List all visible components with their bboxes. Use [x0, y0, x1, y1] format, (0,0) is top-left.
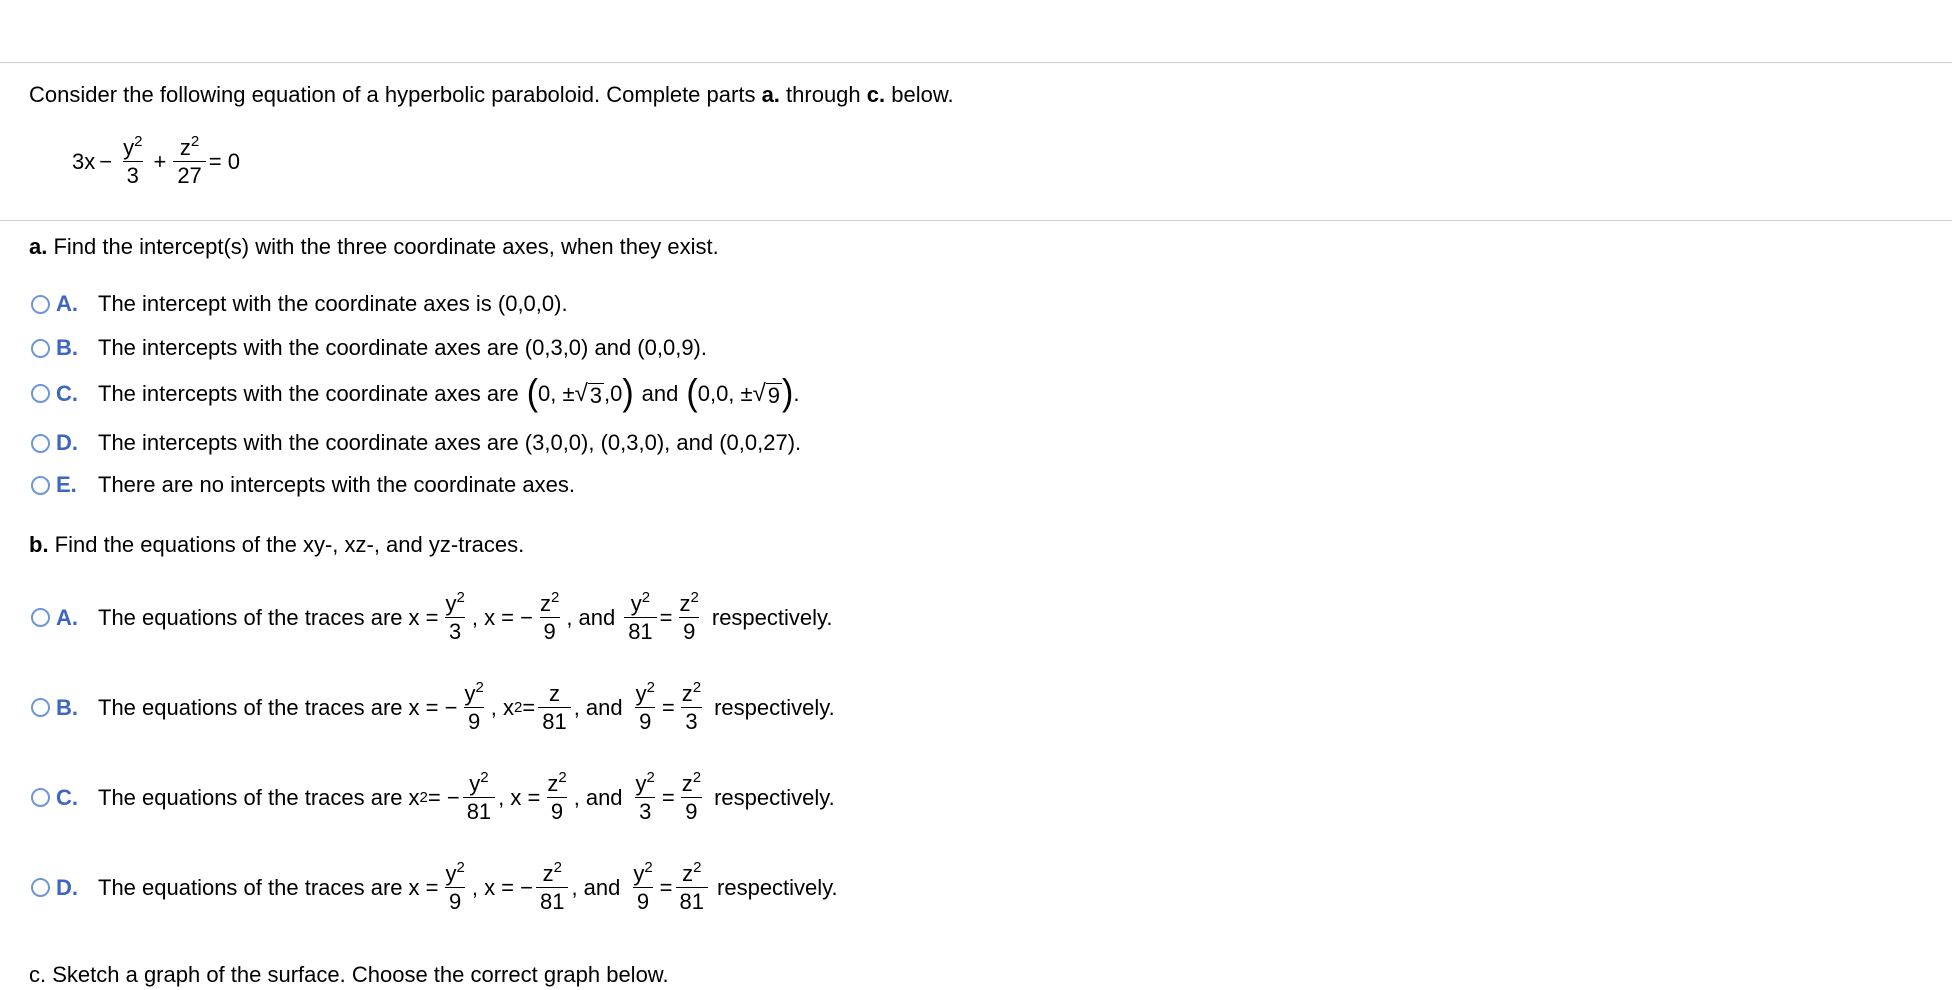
part-a-text: Find the intercept(s) with the three coordinate axes, when they exist.: [47, 234, 719, 259]
option-lead-text: The equations of the traces are: [98, 694, 403, 720]
eq-plus: +: [153, 148, 167, 174]
sqrt-3-radicand: 3: [589, 382, 602, 408]
traces-expression: x = − $\frac{y^2}{9}$ , x 2 = $\frac{z}{81}$ , and $\frac{y^2}{9}$ = $\frac{z^2}{3}$: [408, 679, 702, 735]
eq-exp: 2: [134, 133, 143, 150]
part-a-prompt: [29, 232, 719, 262]
option-letter: A.: [56, 291, 78, 316]
radio-button[interactable]: [31, 698, 50, 717]
respectively-text: respectively.: [711, 604, 833, 630]
radio-button[interactable]: [31, 608, 50, 627]
radio-button[interactable]: [31, 788, 50, 807]
option-text: The intercepts with the coordinate axes are: [98, 380, 519, 406]
part-b-option-b[interactable]: [31, 679, 835, 735]
main-equation: [72, 133, 240, 189]
intro-text: Consider the following equation of a hyperbolic paraboloid. Complete parts: [29, 82, 762, 107]
radio-button[interactable]: [31, 878, 50, 897]
part-a-option-a[interactable]: [31, 291, 568, 317]
eq-den1: 3: [123, 161, 143, 187]
sqrt-9: √ 9: [752, 379, 781, 408]
option-letter: D.: [56, 874, 78, 900]
part-b-prompt: [29, 530, 524, 560]
option-letter: A.: [56, 604, 78, 630]
part-a-option-b[interactable]: [31, 335, 707, 361]
part-b-option-c[interactable]: [31, 769, 835, 825]
and-text: and: [578, 604, 616, 630]
option-letter: C.: [56, 784, 78, 810]
eq-den2: 27: [173, 161, 205, 187]
intercept-expression-1: ( 0, ± √ 3 ,0 ): [526, 372, 634, 414]
eq-exp-z: 2: [190, 133, 200, 150]
question-intro: [29, 80, 954, 110]
option-and: and: [641, 380, 679, 406]
radio-button[interactable]: [31, 476, 50, 495]
intercept-1-prefix: 0, ±: [538, 380, 575, 406]
intro-part-a: a.: [761, 82, 780, 107]
option-lead-text: The equations of the traces are: [98, 874, 403, 900]
respectively-text: respectively.: [717, 874, 838, 900]
option-lead-text: The equations of the traces are: [98, 784, 403, 810]
section-divider: [0, 220, 1952, 221]
respectively-text: respectively.: [714, 694, 835, 720]
intro-below: below.: [885, 82, 954, 107]
part-b-option-a[interactable]: [31, 589, 833, 645]
option-text: The intercept with the coordinate axes is (0,0,0).: [98, 291, 568, 316]
option-text: The intercepts with the coordinate axes are (0,3,0) and (0,0,9).: [98, 335, 707, 360]
option-letter: D.: [56, 430, 78, 455]
intro-part-c: c.: [866, 82, 886, 107]
eq-frac-y: [119, 133, 146, 189]
intro-through: through: [779, 82, 867, 107]
eq-3x: 3x: [72, 148, 96, 174]
intercept-period: .: [793, 380, 800, 406]
part-c-text: c. Sketch a graph of the surface. Choose the correct graph below.: [29, 962, 669, 987]
part-a-label: a.: [29, 234, 48, 259]
part-a-option-c[interactable]: [31, 374, 799, 413]
traces-expression: x = $\frac{y^2}{3}$ , x = − $\frac{z^2}{9}$ , and $\frac{y^2}{81}$ = $\frac{z^2}{9}$: [408, 589, 699, 645]
option-lead-text: The equations of the traces are: [98, 604, 403, 630]
option-text: The intercepts with the coordinate axes are (3,0,0), (0,3,0), and (0,0,27).: [98, 430, 802, 455]
part-b-option-d[interactable]: [31, 859, 838, 915]
eq-rhs: = 0: [208, 148, 240, 174]
part-a-option-d[interactable]: [31, 430, 801, 456]
intercept-2-prefix: 0,0, ±: [697, 380, 753, 406]
respectively-text: respectively.: [714, 784, 835, 810]
option-letter: B.: [56, 694, 78, 720]
option-text: There are no intercepts with the coordinate axes.: [98, 472, 575, 497]
traces-expression: x = $\frac{y^2}{9}$ , x = − $\frac{z^2}{81}$ , and $\frac{y^2}{9}$ = $\frac{z^2}{81}$: [409, 862, 711, 913]
sqrt-9-radicand: 9: [767, 382, 781, 408]
option-letter: C.: [56, 380, 78, 406]
radio-button[interactable]: [31, 384, 50, 403]
radio-button[interactable]: [31, 295, 50, 314]
and-text: and: [585, 784, 623, 810]
traces-expression: x 2 = − $\frac{y^2}{81}$ , x = $\frac{z^2}{9}$ , and $\frac{y^2}{3}$ = $\frac{z^2}{9}$: [408, 769, 702, 825]
option-letter: E.: [56, 472, 77, 497]
radio-button[interactable]: [31, 434, 50, 453]
sqrt-3: √ 3: [574, 379, 602, 408]
eq-minus: −: [99, 148, 113, 174]
top-divider: [0, 62, 1952, 63]
eq-y: y: [123, 135, 135, 160]
eq-frac-z: [173, 133, 205, 189]
part-b-text: Find the equations of the xy-, xz-, and yz-traces.: [48, 532, 525, 557]
part-a-option-e[interactable]: [31, 472, 575, 498]
part-b-label: b.: [29, 532, 49, 557]
and-text: and: [583, 874, 621, 900]
intercept-1-suffix: ,0: [603, 380, 623, 406]
option-letter: B.: [56, 335, 78, 360]
and-text: and: [585, 694, 623, 720]
intercept-expression-2: ( 0,0, ± √ 9 ) .: [686, 372, 800, 414]
radio-button[interactable]: [31, 339, 50, 358]
eq-z: z: [179, 135, 191, 160]
